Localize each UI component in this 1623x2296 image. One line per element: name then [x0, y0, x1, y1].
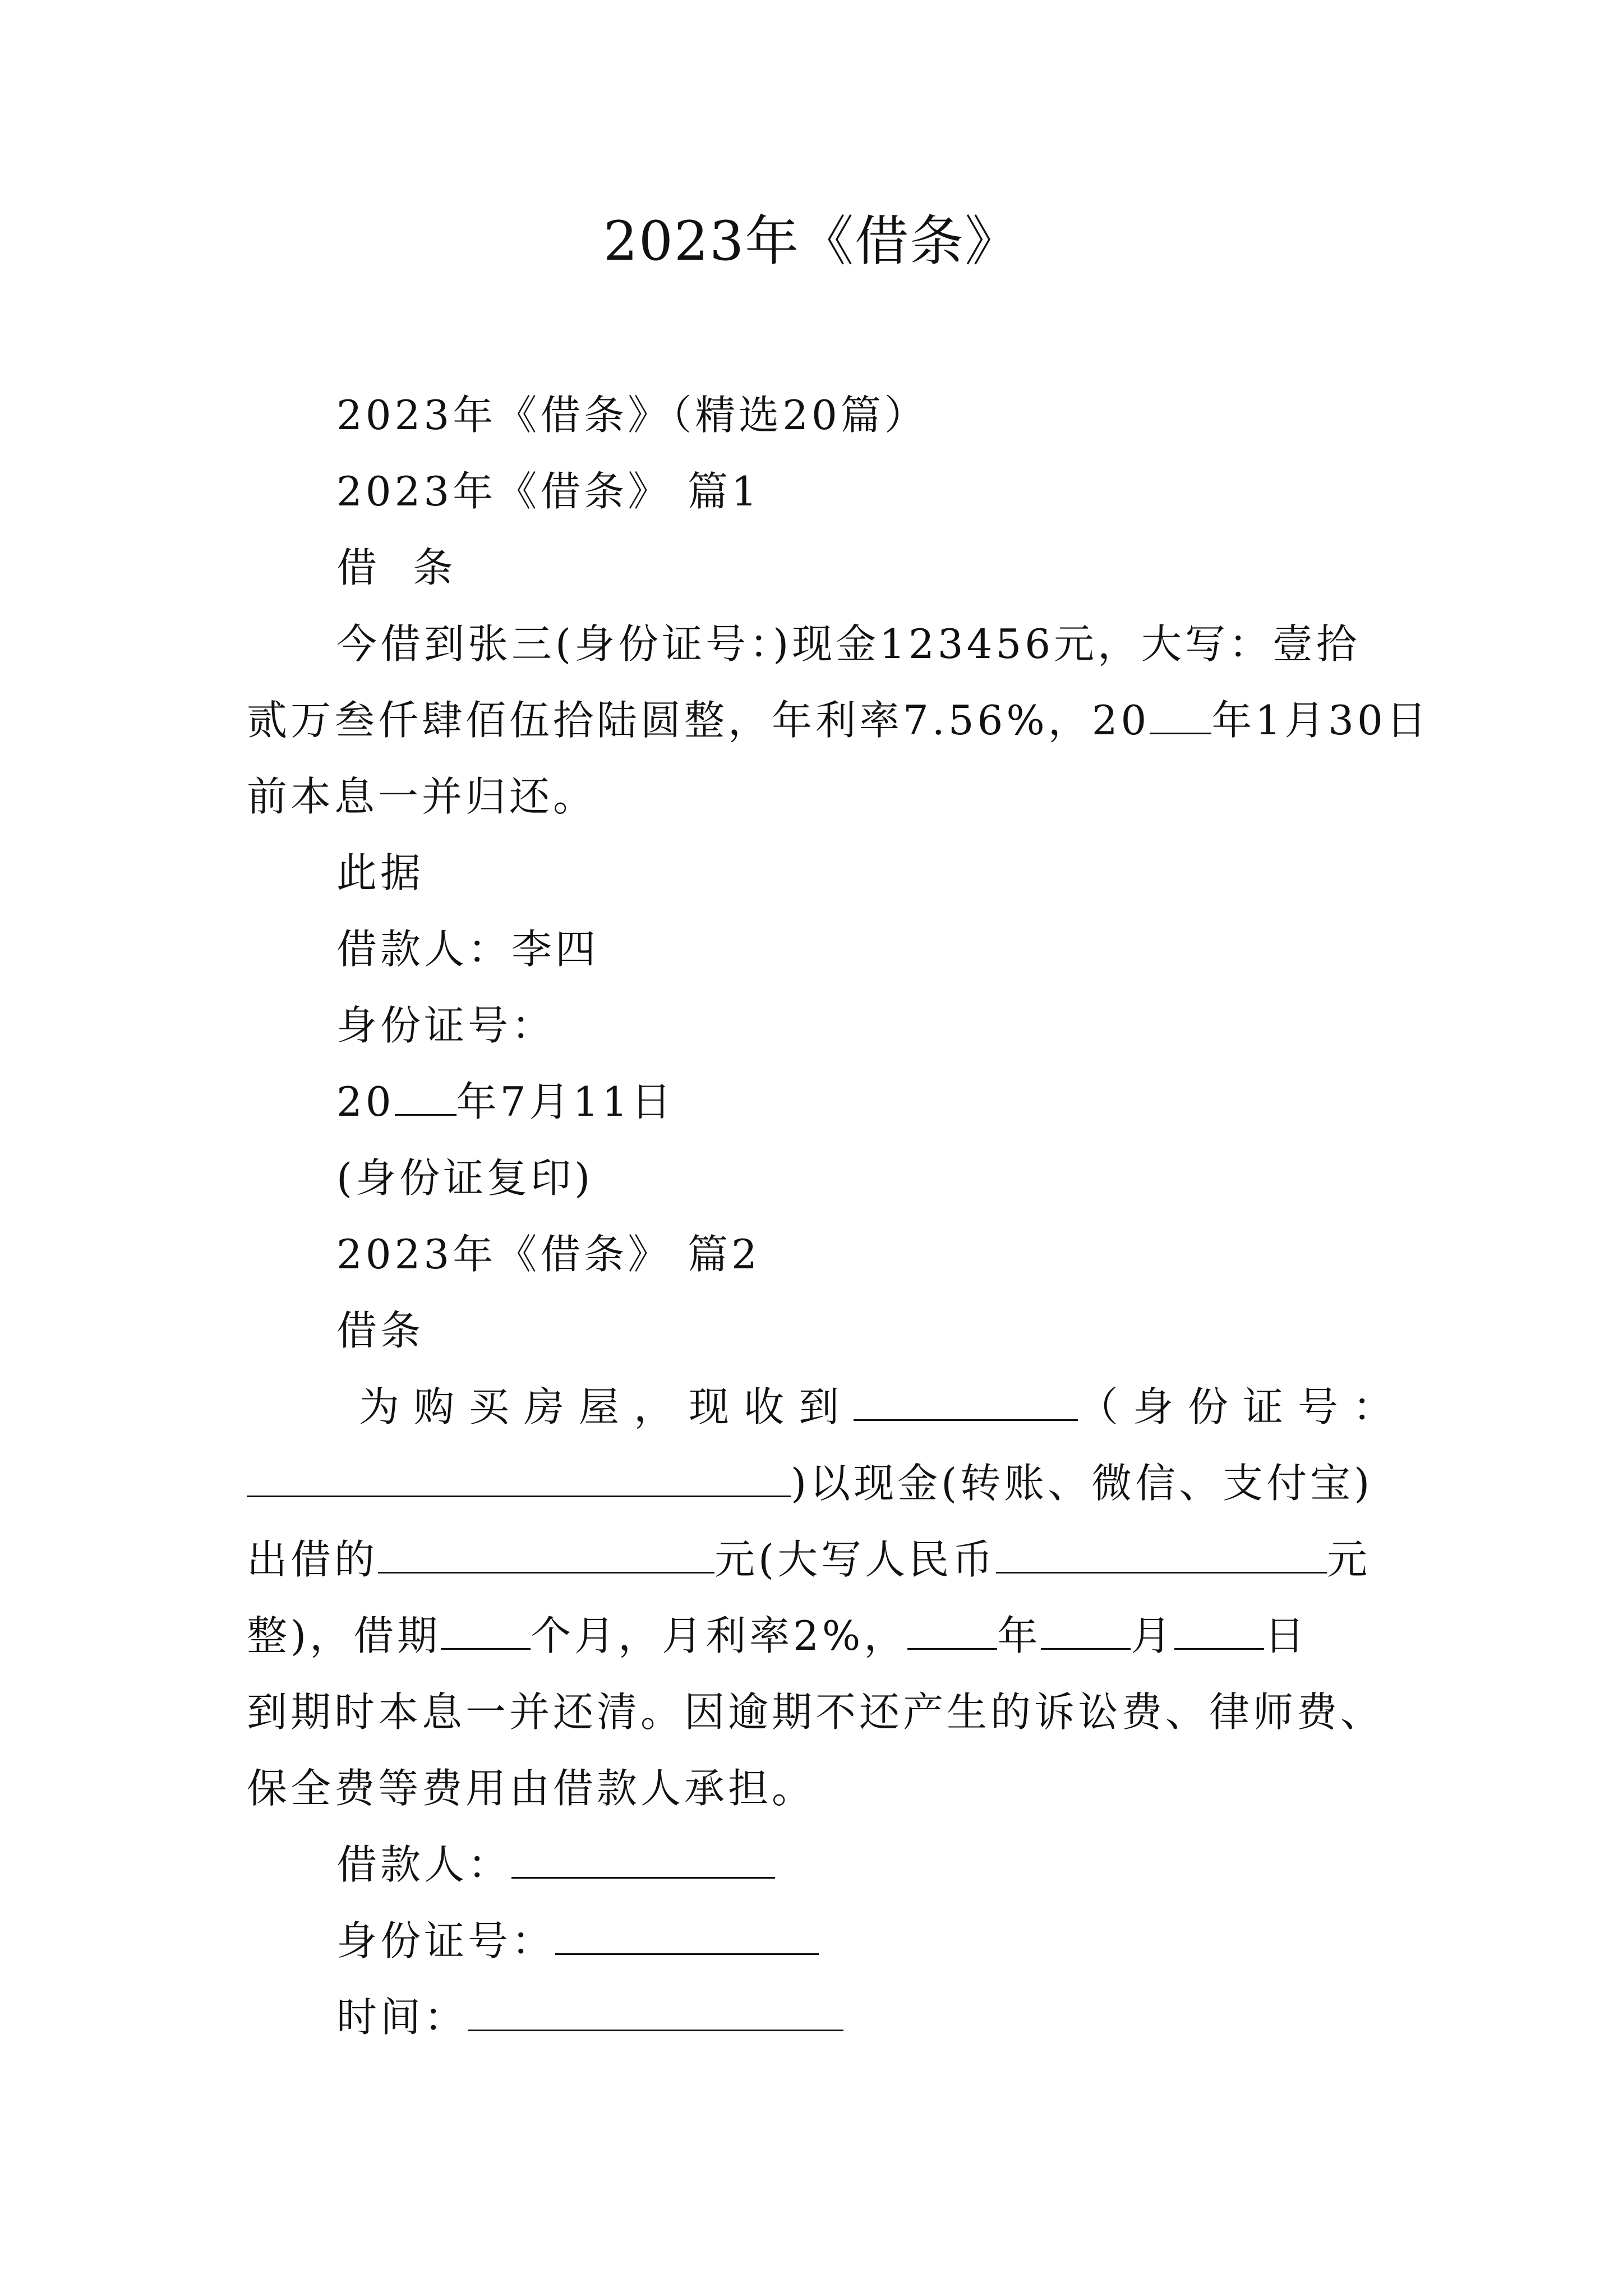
piece1-body-line-2a: 贰万叁仟肆佰伍拾陆圆整，年利率7.56%，20 — [247, 697, 1150, 744]
blank-amount-uppercase — [996, 1533, 1327, 1573]
piece2-label: 借条 — [336, 1307, 425, 1354]
piece2-line-6: 保全费等费用由借款人承担。 — [247, 1765, 816, 1812]
piece2-heading: 2023年《借条》 篇2 — [336, 1231, 760, 1278]
piece2-line-4e: 日 — [1264, 1612, 1308, 1659]
piece1-id-copy: (身份证复印) — [336, 1154, 594, 1202]
piece1-heading: 2023年《借条》 篇1 — [336, 468, 760, 515]
piece2-line-3a: 出借的 — [247, 1536, 379, 1583]
blank-id — [555, 1914, 819, 1955]
piece2-line-2 — [247, 1455, 1373, 1511]
piece1-this-proof: 此据 — [336, 849, 425, 896]
page-title: 2023年《借条》 — [603, 210, 1020, 273]
piece2-line-1 — [359, 1379, 1408, 1435]
piece2-id-label: 身份证号： — [336, 1917, 556, 1964]
blank-months — [441, 1609, 531, 1650]
piece2-line-4a: 整)，借期 — [247, 1612, 441, 1659]
piece1-date-a: 20 — [336, 1078, 395, 1125]
piece2-line-3b: 元(大写人民币 — [714, 1536, 997, 1583]
piece1-body-line-1: 今借到张三(身份证号：)现金123456元，大写：壹拾 — [336, 620, 1361, 668]
piece1-id-number: 身份证号： — [336, 1002, 556, 1049]
blank-lender-name — [854, 1380, 1078, 1421]
collection-subtitle: 2023年《借条》（精选20篇） — [336, 392, 928, 439]
blank-time — [468, 1990, 843, 2031]
piece2-line-3c: 元 — [1327, 1536, 1371, 1583]
piece2-line-4b: 个月，月利率2%， — [531, 1612, 908, 1659]
piece2-line-5: 到期时本息一并还清。因逾期不还产生的诉讼费、律师费、 — [247, 1688, 1385, 1736]
piece2-line-2b: )以现金(转账、微信、支付宝) — [791, 1460, 1373, 1507]
blank-year — [907, 1609, 997, 1650]
blank-day — [1174, 1609, 1264, 1650]
blank-year — [395, 1075, 457, 1116]
piece2-line-1a: 为购买房屋，现收到 — [359, 1383, 854, 1430]
piece2-time-label: 时间： — [336, 1994, 468, 2041]
blank-month — [1041, 1609, 1131, 1650]
piece2-id-number — [336, 1913, 819, 1969]
piece2-line-3 — [247, 1531, 1371, 1588]
piece1-date — [336, 1074, 675, 1130]
piece2-borrower — [336, 1837, 775, 1893]
blank-amount — [378, 1533, 714, 1573]
piece1-body-line-3: 前本息一并归还。 — [247, 773, 597, 820]
piece1-body-line-2 — [247, 692, 1430, 748]
piece1-body-line-2b: 年1月30日 — [1211, 697, 1430, 744]
piece2-time — [336, 1989, 843, 2045]
piece1-date-b: 年7月11日 — [456, 1078, 675, 1125]
piece2-line-4c: 年 — [997, 1612, 1041, 1659]
blank-borrower — [511, 1838, 775, 1879]
piece1-label: 借 条 — [336, 544, 457, 591]
blank-id-number — [247, 1456, 791, 1497]
piece2-borrower-label: 借款人： — [336, 1841, 512, 1888]
piece2-line-1b: （身份证号： — [1078, 1383, 1408, 1430]
piece2-line-4d: 月 — [1131, 1612, 1175, 1659]
piece2-line-4 — [247, 1608, 1308, 1664]
piece1-borrower: 借款人：李四 — [336, 926, 600, 973]
blank-year — [1150, 693, 1211, 734]
